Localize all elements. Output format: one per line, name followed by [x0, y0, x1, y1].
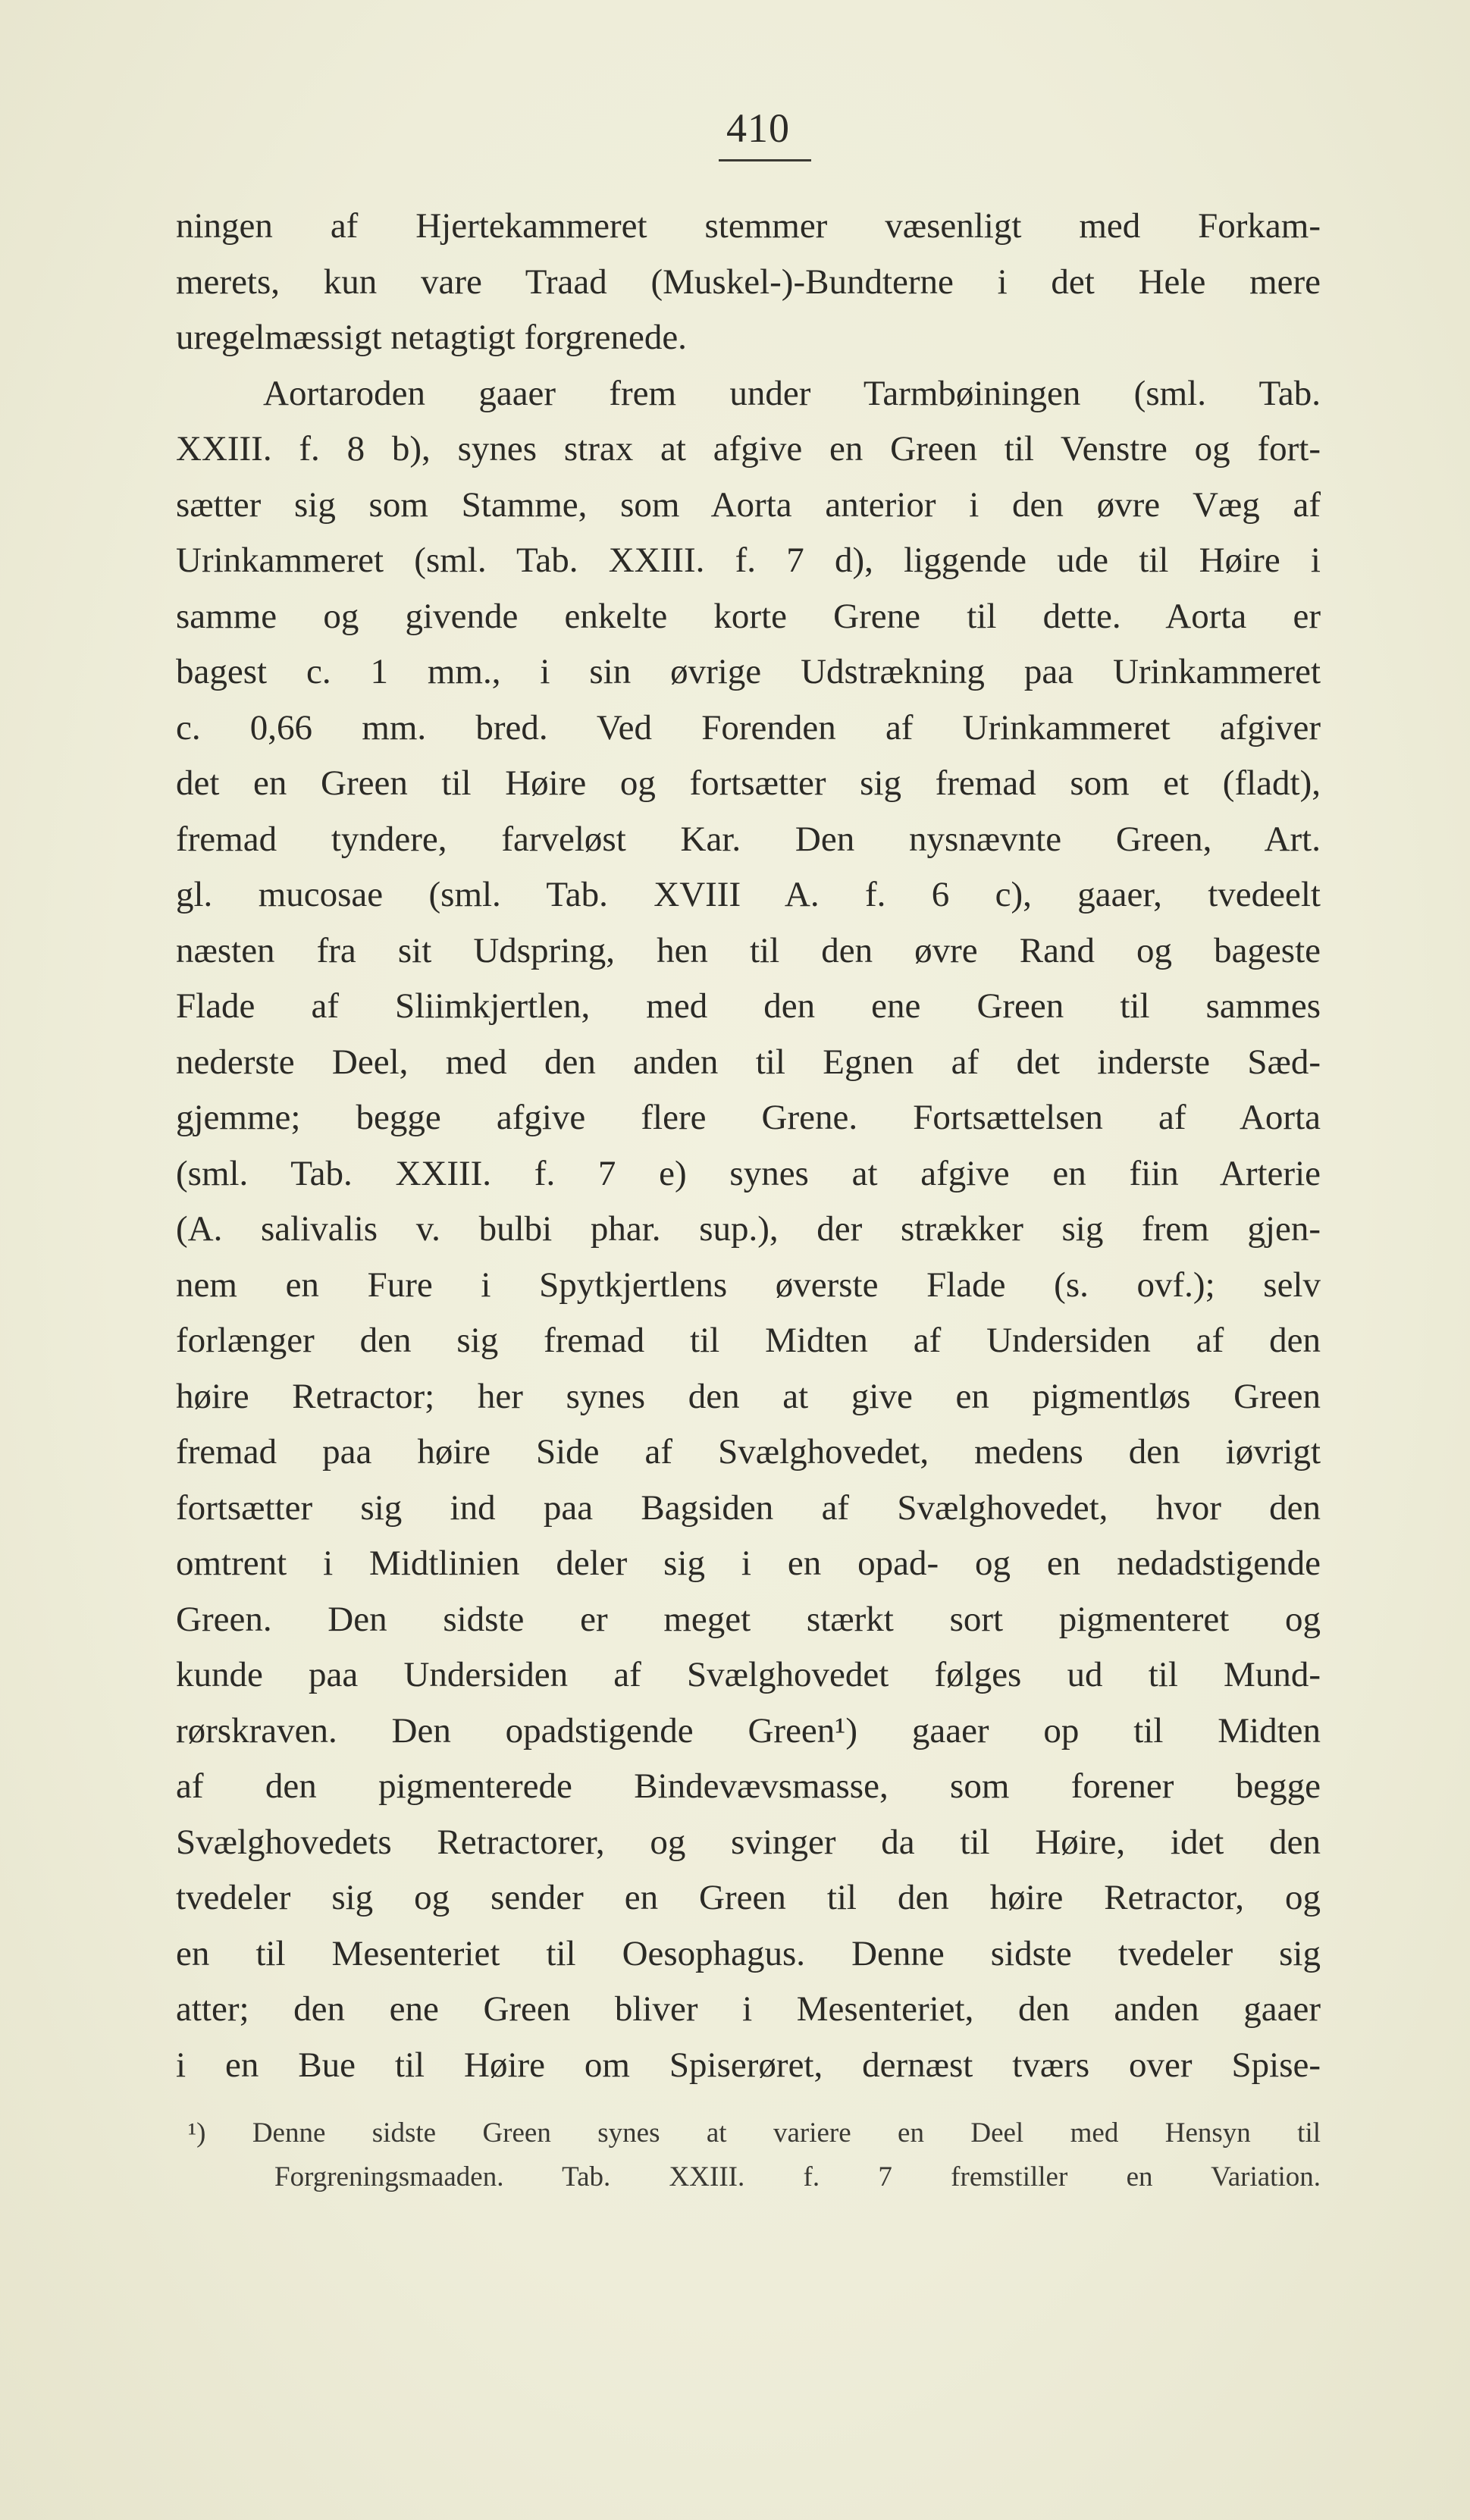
text-line: (sml. Tab. XXIII. f. 7 e) synes at afgive en fiin Arterie: [176, 1153, 1321, 1193]
text-line: Svælghovedets Retractorer, og svinger da til Høire, idet den: [176, 1822, 1321, 1862]
text-line: fremad paa høire Side af Svælghovedet, medens den iøvrigt: [176, 1432, 1321, 1472]
text-line: (A. salivalis v. bulbi phar. sup.), der strækker sig frem gjen-: [176, 1209, 1321, 1249]
text-line: nederste Deel, med den anden til Egnen af det inderste Sæd-: [176, 1042, 1321, 1082]
text-line: bagest c. 1 mm., i sin øvrige Udstrækning paa Urinkammeret: [176, 652, 1321, 691]
page-number: 410: [726, 105, 790, 151]
text-line: Green. Den sidste er meget stærkt sort pigmenteret og: [176, 1599, 1321, 1639]
text-line: samme og givende enkelte korte Grene til dette. Aorta er: [176, 596, 1321, 636]
text-line: gl. mucosae (sml. Tab. XVIII A. f. 6 c), gaaer, tvedeelt: [176, 875, 1321, 914]
text-line: forlænger den sig fremad til Midten af Undersiden af den: [176, 1321, 1321, 1360]
text-line: XXIII. f. 8 b), synes strax at afgive en Green til Venstre og fort-: [176, 429, 1321, 469]
text-line: rørskraven. Den opadstigende Green¹) gaaer op til Midten: [176, 1710, 1321, 1751]
text-line: en til Mesenteriet til Oesophagus. Denne sidste tvedeler sig: [176, 1933, 1321, 1973]
text-line: ningen af Hjertekammeret stemmer væsenligt med Forkam-: [176, 206, 1321, 246]
text-line: kunde paa Undersiden af Svælghovedet følges ud til Mund-: [176, 1655, 1321, 1694]
text-line: fortsætter sig ind paa Bagsiden af Svælghovedet, hvor den: [176, 1487, 1321, 1528]
text-line: fremad tyndere, farveløst Kar. Den nysnævnte Green, Art.: [176, 819, 1321, 859]
text-line: næsten fra sit Udspring, hen til den øvre Rand og bageste: [176, 930, 1321, 970]
footnote-line: ¹) Denne sidste Green synes at variere en Deel med Hensyn til: [188, 2117, 1321, 2149]
text-line: Urinkammeret (sml. Tab. XXIII. f. 7 d), liggende ude til Høire i: [176, 541, 1321, 580]
text-line: Aortaroden gaaer frem under Tarmbøiningen (sml. Tab.: [263, 373, 1321, 413]
text-line: af den pigmenterede Bindevævsmasse, som forener begge: [176, 1766, 1321, 1806]
text-line: gjemme; begge afgive flere Grene. Fortsættelsen af Aorta: [176, 1098, 1321, 1137]
page-number-rule: [719, 159, 811, 161]
text-line: høire Retractor; her synes den at give en pigmentløs Green: [176, 1376, 1321, 1416]
text-line: merets, kun vare Traad (Muskel-)-Bundterne i det Hele mere: [176, 262, 1321, 302]
footnote-line: Forgreningsmaaden. Tab. XXIII. f. 7 fremstiller en Variation.: [274, 2161, 1321, 2192]
text-line: det en Green til Høire og fortsætter sig fremad som et (fladt),: [176, 763, 1321, 803]
text-line: i en Bue til Høire om Spiserøret, dernæst tværs over Spise-: [176, 2045, 1321, 2085]
text-line: uregelmæssigt netagtigt forgrenede.: [176, 318, 687, 357]
text-line: c. 0,66 mm. bred. Ved Forenden af Urinkammeret afgiver: [176, 707, 1321, 748]
text-line: atter; den ene Green bliver i Mesenteriet, den anden gaaer: [176, 1989, 1321, 2029]
text-line: Flade af Sliimkjertlen, med den ene Green til sammes: [176, 986, 1321, 1026]
text-line: sætter sig som Stamme, som Aorta anterior i den øvre Væg af: [176, 484, 1321, 525]
footnotes: [188, 2111, 1321, 2199]
text-line: nem en Fure i Spytkjertlens øverste Flade (s. ovf.); selv: [176, 1265, 1321, 1305]
body-text: [176, 199, 1321, 2093]
text-line: tvedeler sig og sender en Green til den høire Retractor, og: [176, 1878, 1321, 1917]
text-line: omtrent i Midtlinien deler sig i en opad- og en nedadstigende: [176, 1544, 1321, 1583]
